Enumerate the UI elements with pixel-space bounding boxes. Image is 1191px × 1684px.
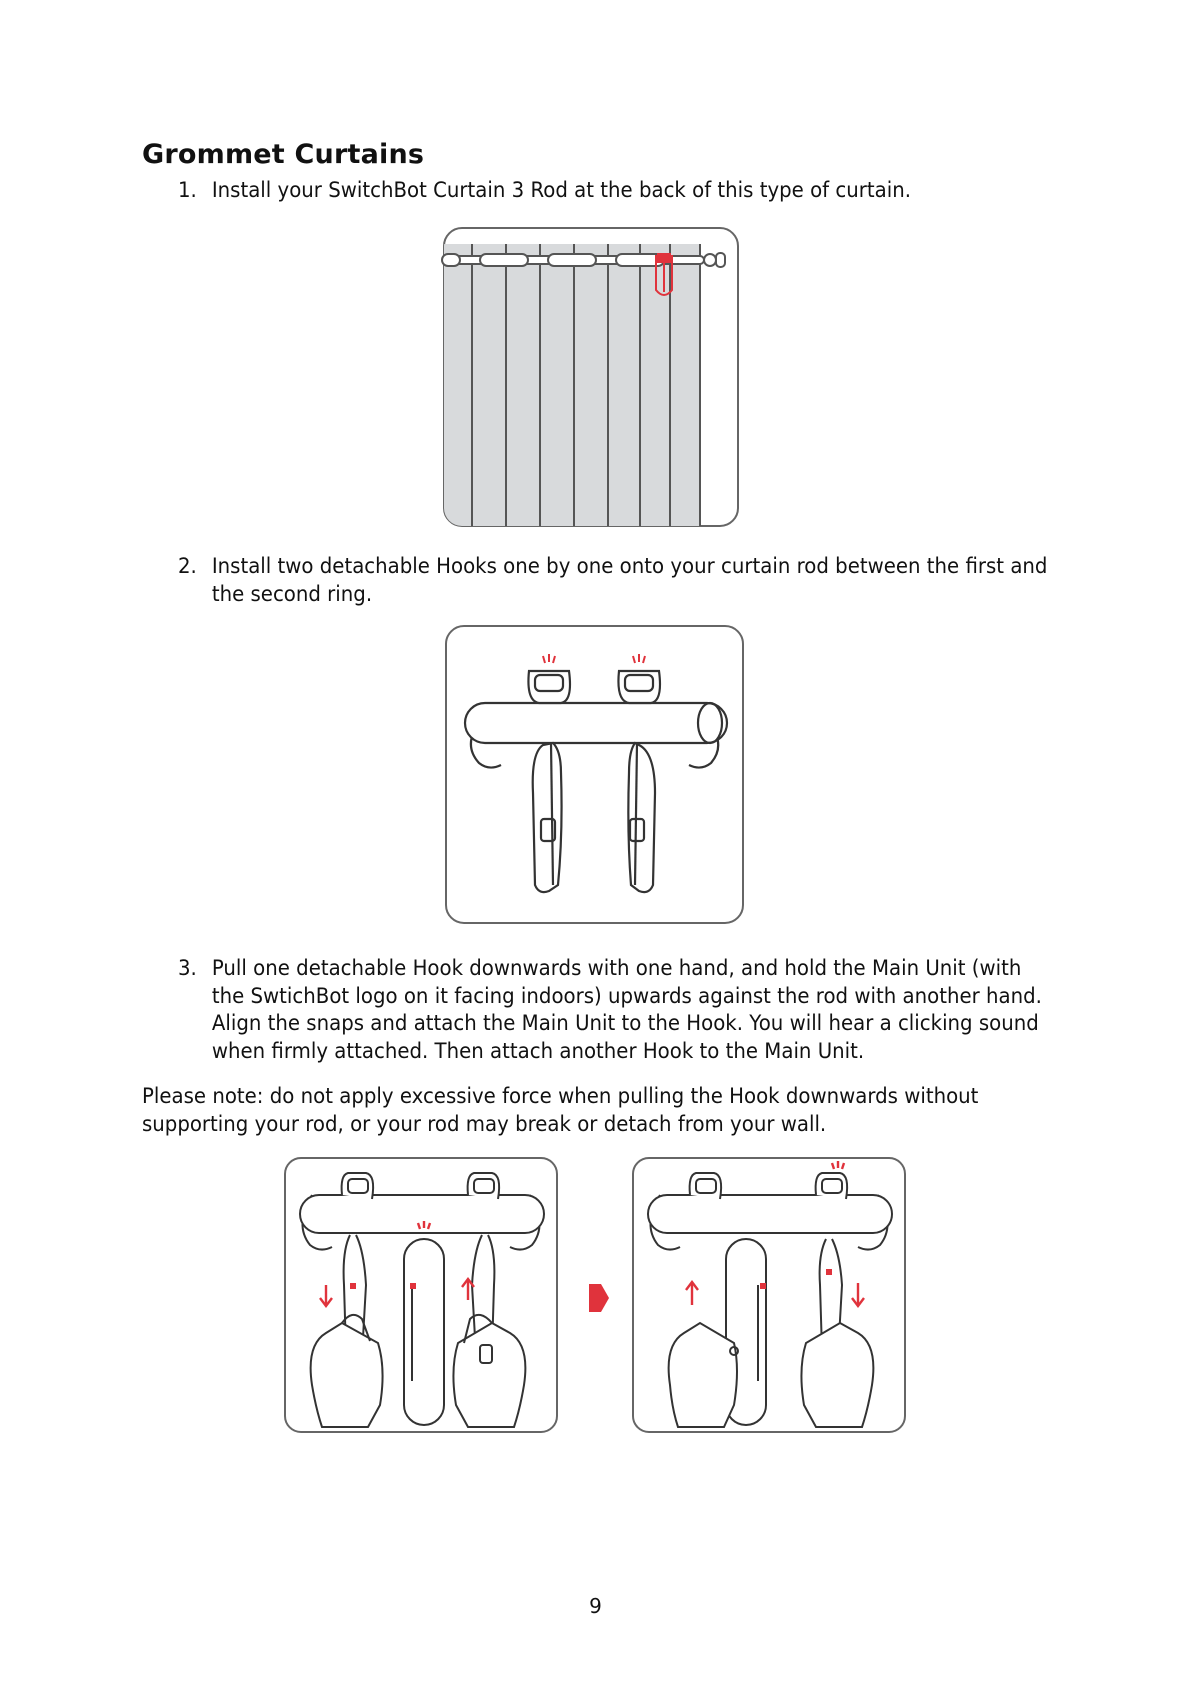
step-text: Install your SwitchBot Curtain 3 Rod at the back of this type of curtain. (211, 178, 911, 202)
attach-main-unit-illustration (282, 1155, 560, 1435)
step-number: 3. (178, 956, 197, 980)
step-number: 2. (178, 554, 197, 578)
note-text: Please note: do not apply excessive force when pulling the Hook downwards without supporting your rod, or your rod may break or detach from your wall. (142, 1084, 979, 1136)
page-number: 9 (589, 1594, 602, 1618)
next-step-arrow-icon (587, 1282, 611, 1314)
hooks-on-rod-illustration (443, 623, 748, 928)
curtain-rod-illustration (440, 220, 745, 530)
step-text: Install two detachable Hooks one by one onto your curtain rod between the first and the second ring. (211, 554, 1048, 606)
step-number: 1. (178, 178, 197, 202)
attach-second-hook-illustration (630, 1155, 908, 1435)
step-text: Pull one detachable Hook downwards with one hand, and hold the Main Unit (with the SwtichBot logo on it facing indoors) upwards against the rod with another hand. Align the snaps and attach the Main Unit to the Hook. You will hear a clicking sound when firmly attached. Then attach another Hook to the Main Unit. (211, 956, 1042, 1063)
section-title: Grommet Curtains (142, 139, 425, 170)
